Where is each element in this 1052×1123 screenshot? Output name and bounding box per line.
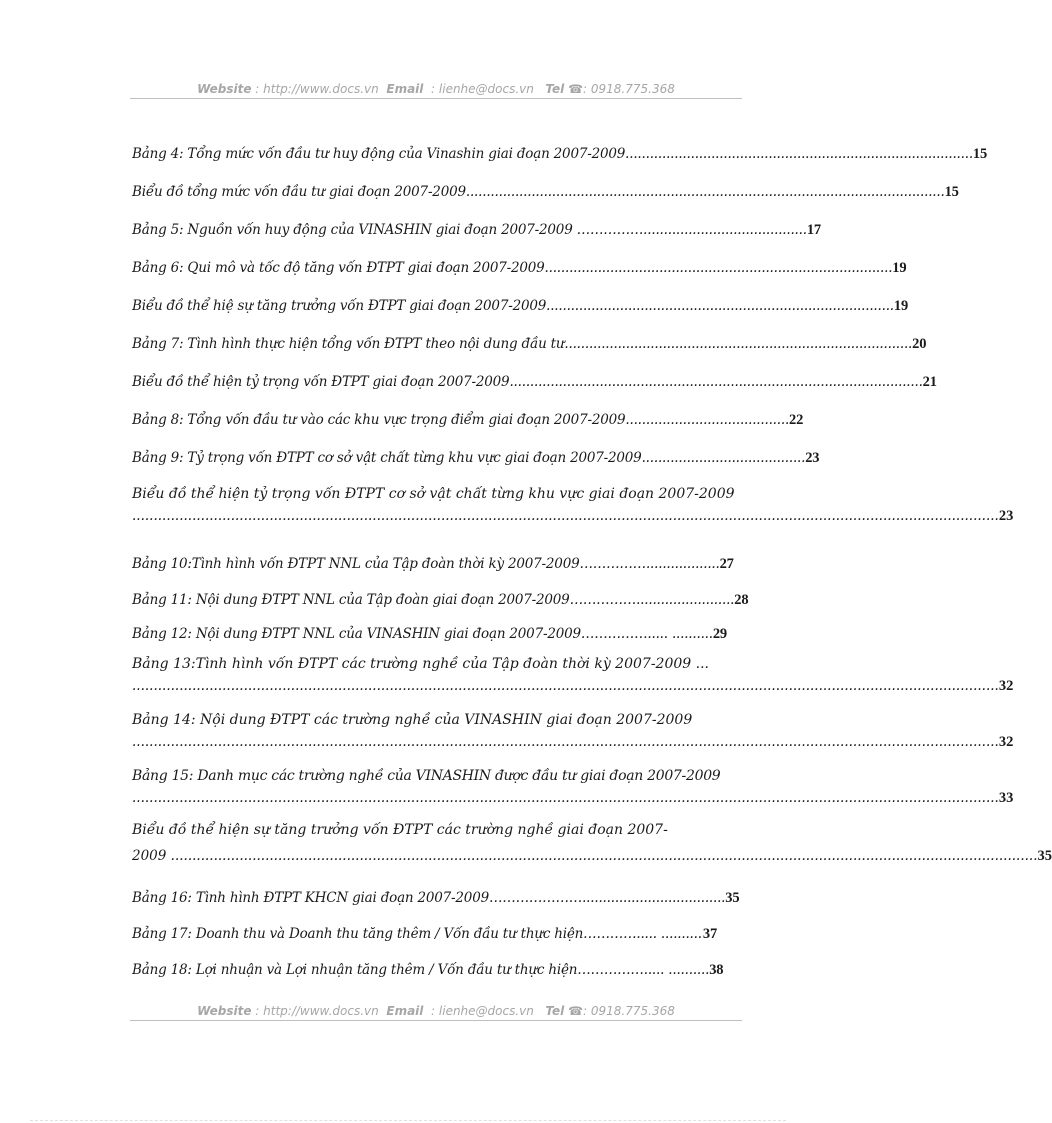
leader-dots: .......................................................................................................................................................................................................... bbox=[132, 790, 999, 806]
toc-entry[interactable] bbox=[132, 412, 804, 429]
toc-page: 23 bbox=[805, 450, 820, 466]
toc-entry[interactable] bbox=[132, 374, 937, 391]
footer-rule bbox=[130, 1020, 742, 1021]
toc-title: Bảng 11: Nội dung ĐTPT NNL của Tập đoàn giai đoạn 2007-2009 bbox=[132, 592, 570, 608]
toc-title: Bảng 4: Tổng mức vốn đầu tư huy động của Vinashin giai đoạn 2007-2009 bbox=[132, 146, 626, 162]
toc-page: 23 bbox=[998, 508, 1014, 524]
leader-dots: .......................................................................................................................................................................................................... bbox=[132, 678, 999, 694]
toc-title: Bảng 18: Lợi nhuận và Lợi nhuận tăng thêm / Vốn đầu tư thực hiện bbox=[132, 962, 578, 978]
toc-page: 27 bbox=[719, 556, 734, 572]
toc-title: Bảng 9: Tỷ trọng vốn ĐTPT cơ sở vật chất từng khu vực giai đoạn 2007-2009 bbox=[132, 450, 642, 466]
toc-page: 19 bbox=[893, 298, 908, 314]
leader-dots: .......................................................................................................................................................................................................... bbox=[170, 848, 1038, 864]
toc-page: 37 bbox=[702, 926, 717, 942]
toc-page: 22 bbox=[789, 412, 804, 428]
toc-entry[interactable] bbox=[132, 626, 727, 643]
toc-entry[interactable] bbox=[132, 260, 907, 277]
leader-dots: ..................................................................................... bbox=[625, 146, 973, 162]
phone-icon: ☎ bbox=[568, 1004, 584, 1018]
leader-dots: ……………........................ bbox=[569, 592, 735, 608]
toc-page: 35 bbox=[725, 890, 740, 906]
leader-dots: ..................................................................................... bbox=[564, 336, 913, 352]
tel-value: : 0918.775.368 bbox=[583, 1004, 675, 1018]
toc-entry[interactable] bbox=[132, 926, 717, 943]
page-edge-divider bbox=[30, 1120, 786, 1121]
leader-dots: …………………................................... bbox=[488, 890, 726, 906]
toc-title: Bảng 16: Tình hình ĐTPT KHCN giai đoạn 2007-2009 bbox=[132, 890, 489, 906]
toc-title: Bảng 7: Tình hình thực hiện tổng vốn ĐTPT theo nội dung đầu tư bbox=[132, 336, 565, 352]
toc-entry[interactable] bbox=[132, 336, 927, 353]
toc-title: Biểu đồ tổng mức vốn đầu tư giai đoạn 2007-2009 bbox=[132, 184, 466, 200]
leader-dots: ……………........................................ bbox=[572, 222, 807, 238]
toc-entry[interactable] bbox=[132, 768, 1014, 807]
leader-dots: .......................................................................................................................................................................................................... bbox=[132, 734, 999, 750]
toc-page: 19 bbox=[892, 260, 907, 276]
toc-entry[interactable] bbox=[132, 450, 820, 467]
tel-label: Tel bbox=[545, 1004, 565, 1018]
page-footer bbox=[130, 1004, 742, 1018]
website-label: Website bbox=[197, 82, 252, 96]
toc-entry[interactable] bbox=[132, 298, 908, 315]
toc-page: 17 bbox=[806, 222, 821, 238]
toc-entry[interactable] bbox=[132, 184, 959, 201]
tel-label: Tel bbox=[545, 82, 565, 96]
toc-page: 28 bbox=[734, 592, 749, 608]
toc-page: 33 bbox=[998, 790, 1014, 806]
toc-entry[interactable] bbox=[132, 556, 734, 573]
phone-icon: ☎ bbox=[568, 82, 584, 96]
toc-title: Bảng 6: Qui mô và tốc độ tăng vốn ĐTPT giai đoạn 2007-2009 bbox=[132, 260, 545, 276]
header-rule bbox=[130, 98, 742, 99]
toc-title: Bảng 10:Tình hình vốn ĐTPT NNL của Tập đoàn thời kỳ 2007-2009 bbox=[132, 556, 580, 572]
leader-dots: ..................................................................................................... bbox=[509, 374, 923, 390]
toc-entry[interactable] bbox=[132, 656, 1014, 695]
website-url[interactable]: : http://www.docs.vn bbox=[255, 1004, 379, 1018]
toc-page: 32 bbox=[998, 678, 1014, 694]
leader-dots: ……………..... .......... bbox=[577, 962, 710, 978]
leader-dots: ..................................................................................................................... bbox=[465, 184, 945, 200]
email-value[interactable]: : lienhe@docs.vn bbox=[431, 82, 534, 96]
toc-title: Bảng 15: Danh mục các trường nghề của VINASHIN được đầu tư giai đoạn 2007-2009 bbox=[132, 768, 721, 784]
toc-page: 15 bbox=[944, 184, 959, 200]
toc-title: Bảng 8: Tổng vốn đầu tư vào các khu vực trọng điểm giai đoạn 2007-2009 bbox=[132, 412, 626, 428]
page-header bbox=[130, 82, 742, 96]
toc-title: Bảng 17: Doanh thu và Doanh thu tăng thêm / Vốn đầu tư thực hiện bbox=[132, 926, 584, 942]
email-label: Email bbox=[386, 82, 424, 96]
toc-page: 20 bbox=[912, 336, 927, 352]
email-value[interactable]: : lienhe@docs.vn bbox=[431, 1004, 534, 1018]
toc-entry[interactable] bbox=[132, 222, 821, 239]
toc-title-continued: 2009 bbox=[132, 848, 167, 864]
website-url[interactable]: : http://www.docs.vn bbox=[255, 82, 379, 96]
toc-title: Biểu đồ thể hiện tỷ trọng vốn ĐTPT giai đoạn 2007-2009 bbox=[132, 374, 510, 390]
toc-entry[interactable] bbox=[132, 822, 1052, 865]
leader-dots: ........................................ bbox=[625, 412, 790, 428]
toc-entry[interactable] bbox=[132, 712, 1014, 751]
tel-value: : 0918.775.368 bbox=[583, 82, 675, 96]
toc-page: 15 bbox=[972, 146, 988, 162]
toc-title: Bảng 14: Nội dung ĐTPT các trường nghề của VINASHIN giai đoạn 2007-2009 bbox=[132, 712, 693, 728]
leader-dots: .......................................................................................................................................................................................................... bbox=[132, 508, 999, 524]
leader-dots: ……………..... .......... bbox=[580, 626, 713, 642]
toc-page: 35 bbox=[1037, 848, 1052, 864]
leader-dots: …………….................. bbox=[579, 556, 720, 572]
toc-entry[interactable] bbox=[132, 890, 740, 907]
email-label: Email bbox=[386, 1004, 424, 1018]
toc-entry[interactable] bbox=[132, 486, 1014, 525]
toc-page: 21 bbox=[922, 374, 937, 390]
website-label: Website bbox=[197, 1004, 252, 1018]
leader-dots: ........................................ bbox=[641, 450, 806, 466]
toc-title: Bảng 5: Nguồn vốn huy động của VINASHIN giai đoạn 2007-2009 bbox=[132, 222, 573, 238]
leader-dots: ..................................................................................... bbox=[544, 260, 893, 276]
toc-title: Biểu đồ thể hiệ sự tăng trưởng vốn ĐTPT giai đoạn 2007-2009 bbox=[132, 298, 547, 314]
toc-title: Bảng 12: Nội dung ĐTPT NNL của VINASHIN giai đoạn 2007-2009 bbox=[132, 626, 581, 642]
toc-title: Bảng 13:Tình hình vốn ĐTPT các trường nghề của Tập đoàn thời kỳ 2007-2009 ... bbox=[132, 656, 709, 672]
toc-page: 29 bbox=[712, 626, 727, 642]
toc-entry[interactable] bbox=[132, 962, 724, 979]
toc-page: 38 bbox=[709, 962, 724, 978]
toc-entry[interactable] bbox=[132, 146, 988, 163]
toc-title: Biểu đồ thể hiện sự tăng trưởng vốn ĐTPT các trường nghề giai đoạn 2007- bbox=[132, 822, 668, 838]
toc-entry[interactable] bbox=[132, 592, 749, 609]
toc-page: 32 bbox=[998, 734, 1014, 750]
leader-dots: …………..... .......... bbox=[583, 926, 702, 942]
leader-dots: ..................................................................................... bbox=[546, 298, 894, 314]
toc-title: Biểu đồ thể hiện tỷ trọng vốn ĐTPT cơ sở vật chất từng khu vực giai đoạn 2007-2009 bbox=[132, 486, 735, 502]
